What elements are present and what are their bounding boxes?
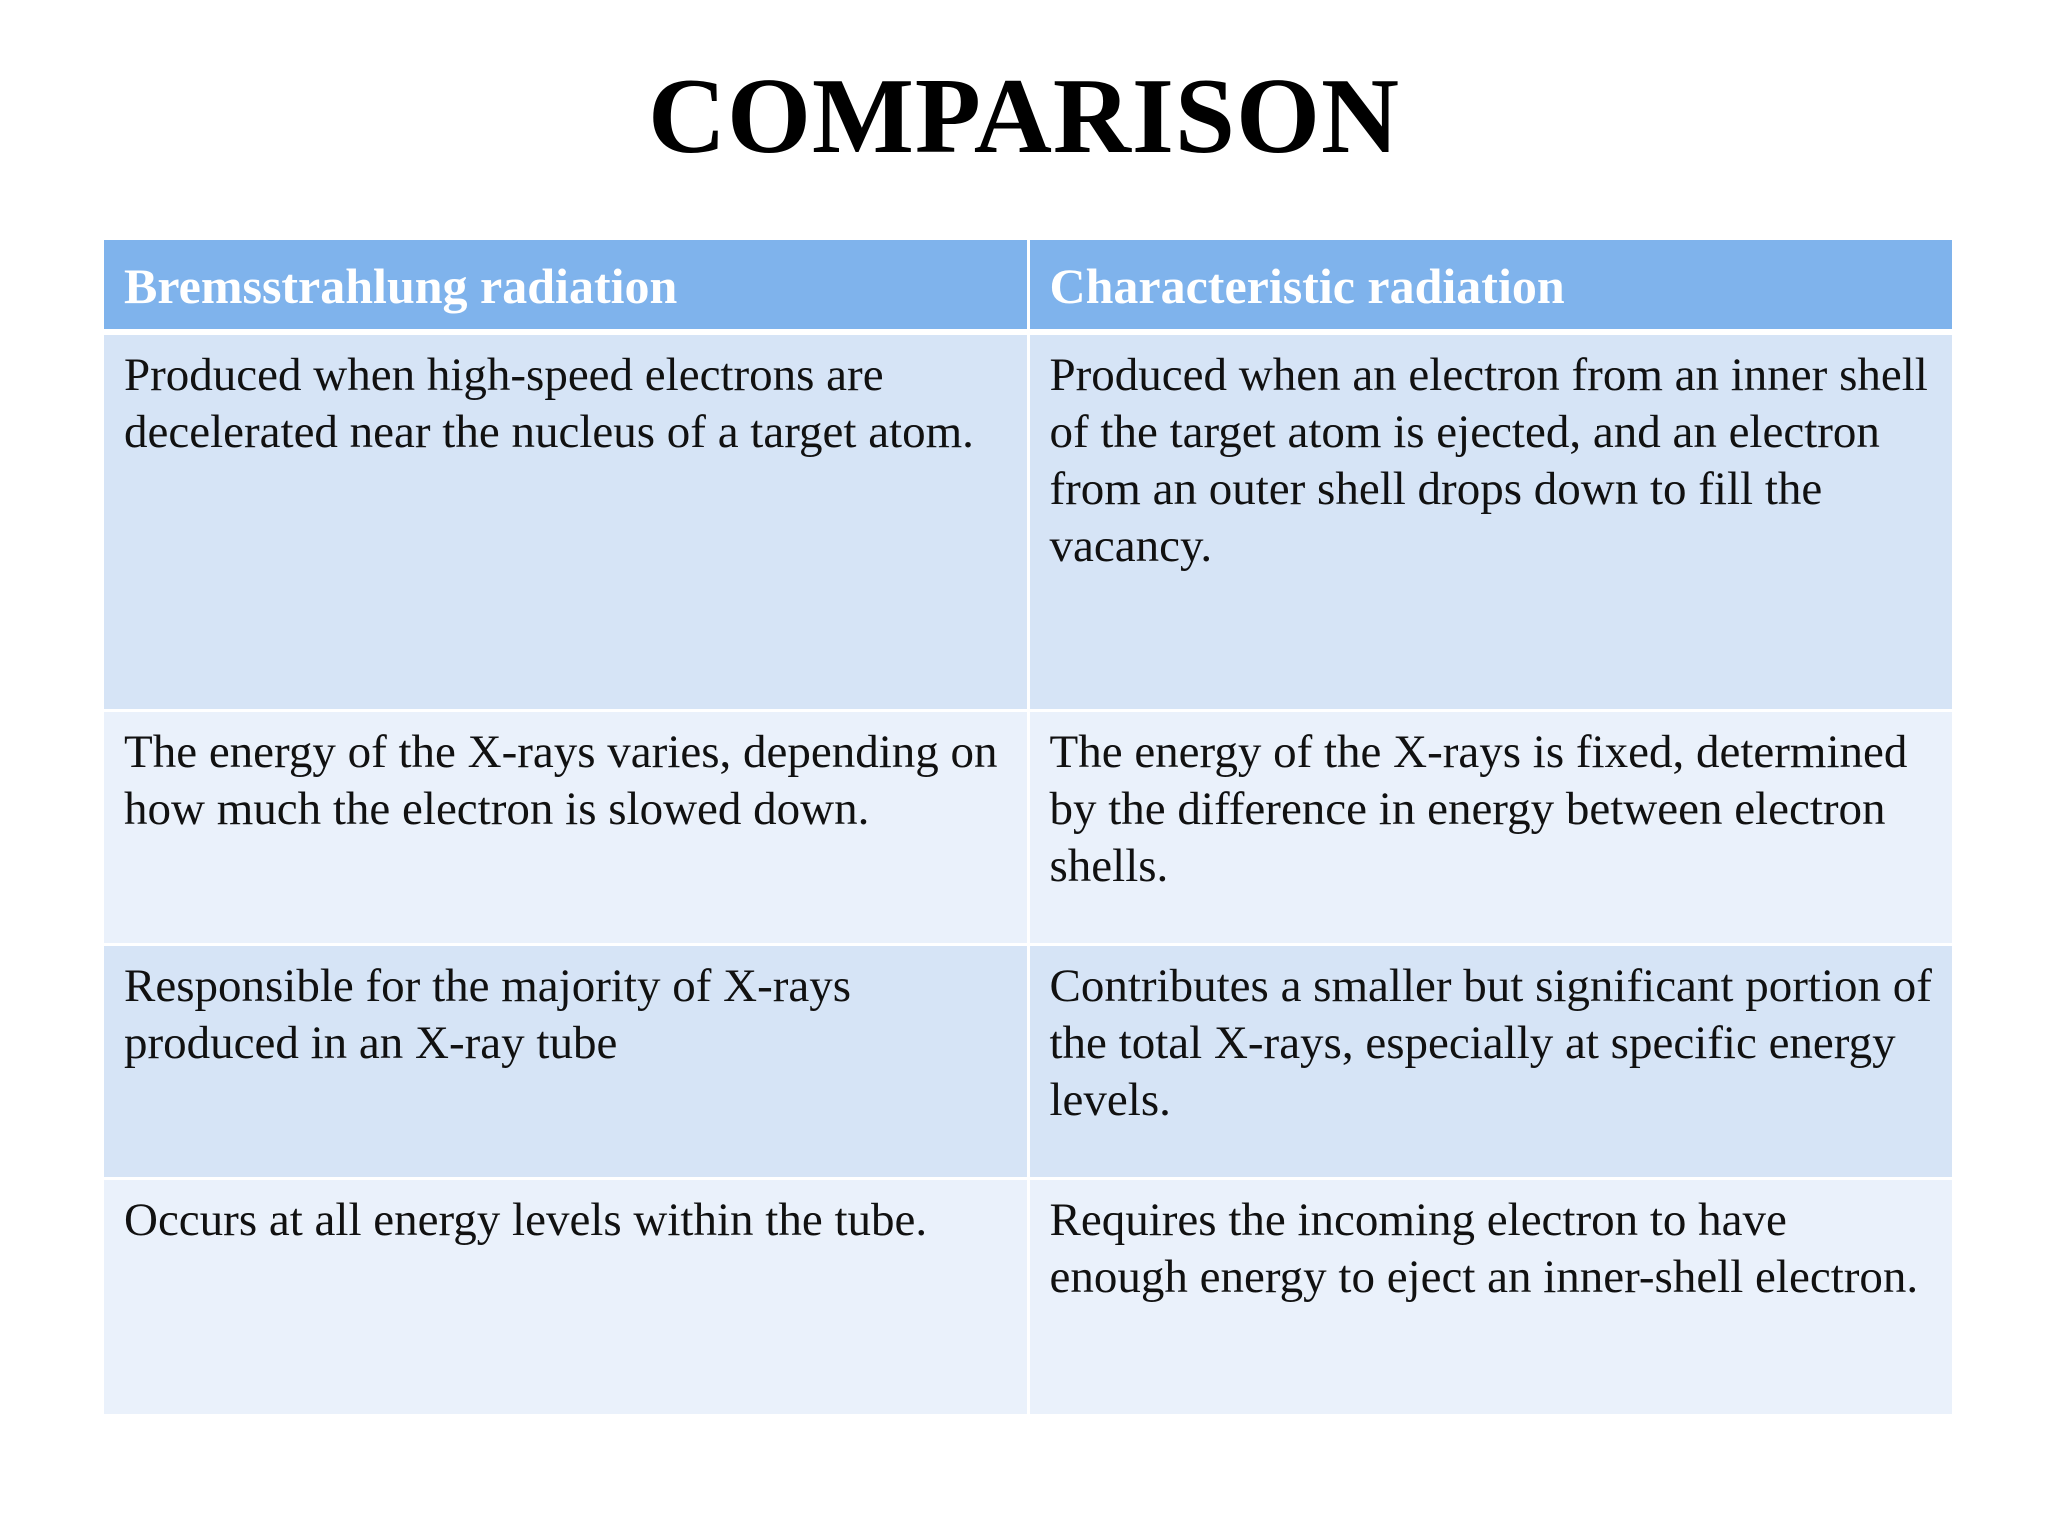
table-cell-bremsstrahlung: Occurs at all energy levels within the tube. bbox=[104, 1178, 1028, 1414]
table-row bbox=[104, 332, 1952, 710]
table-row bbox=[104, 944, 1952, 1178]
comparison-table bbox=[104, 240, 1952, 1414]
table-cell-characteristic: Contributes a smaller but significant portion of the total X-rays, especially at specific energy levels. bbox=[1028, 944, 1952, 1178]
table-cell-bremsstrahlung: Produced when high-speed electrons are decelerated near the nucleus of a target atom. bbox=[104, 332, 1028, 710]
header-characteristic: Characteristic radiation bbox=[1028, 240, 1952, 332]
table-cell-bremsstrahlung: The energy of the X-rays varies, depending on how much the electron is slowed down. bbox=[104, 710, 1028, 944]
header-bremsstrahlung: Bremsstrahlung radiation bbox=[104, 240, 1028, 332]
table-header-row bbox=[104, 240, 1952, 332]
table-cell-characteristic: Produced when an electron from an inner shell of the target atom is ejected, and an electron from an outer shell drops down to fill the vacancy. bbox=[1028, 332, 1952, 710]
table-row bbox=[104, 710, 1952, 944]
table-cell-bremsstrahlung: Responsible for the majority of X-rays produced in an X-ray tube bbox=[104, 944, 1028, 1178]
table-cell-characteristic: Requires the incoming electron to have enough energy to eject an inner-shell electron. bbox=[1028, 1178, 1952, 1414]
table-cell-characteristic: The energy of the X-rays is fixed, determined by the difference in energy between electron shells. bbox=[1028, 710, 1952, 944]
slide-title: COMPARISON bbox=[648, 57, 1400, 176]
table-row bbox=[104, 1178, 1952, 1414]
